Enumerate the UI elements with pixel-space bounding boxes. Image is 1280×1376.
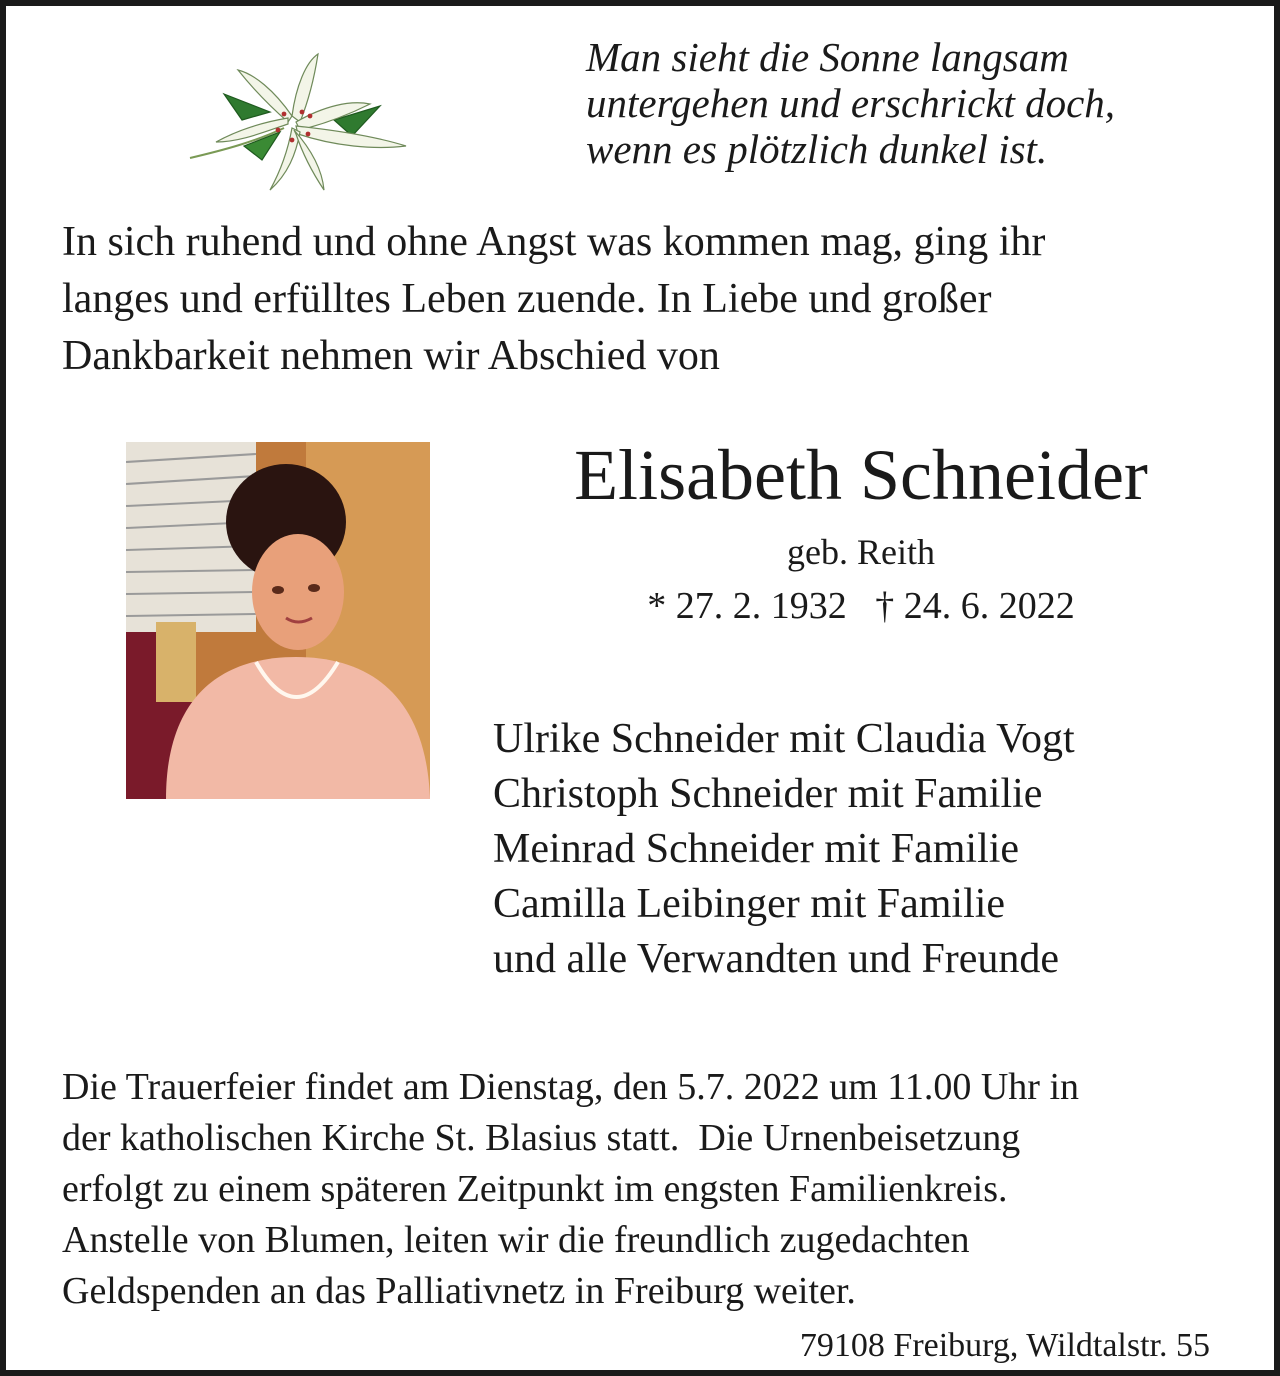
- mourner-entry: und alle Verwandten und Freunde: [493, 936, 1060, 982]
- intro-text: In sich ruhend und ohne Angst was kommen mag, ging ihr langes und erfülltes Leben zuende. In Liebe und großer Dankbarkeit nehmen wir Abschied von: [62, 219, 1046, 379]
- epigraph-quote: Man sieht die Sonne langsam untergehen und erschrickt doch, wenn es plötzlich dunkel ist.: [586, 34, 1116, 172]
- life-dates: * 27. 2. 1932 † 24. 6. 2022: [647, 585, 1075, 627]
- mourner-entry: Ulrike Schneider mit Claudia Vogt: [493, 716, 1075, 762]
- mourner-entry: Christoph Schneider mit Familie: [493, 771, 1043, 817]
- deceased-name: Elisabeth Schneider: [574, 435, 1148, 515]
- portrait-photo: [126, 442, 430, 799]
- mourners-list: [493, 712, 1075, 987]
- family-address: 79108 Freiburg, Wildtalstr. 55: [799, 1327, 1210, 1364]
- lily-icon: [184, 50, 412, 198]
- mourner-entry: Meinrad Schneider mit Familie: [493, 826, 1020, 872]
- mourner-entry: Camilla Leibinger mit Familie: [493, 881, 1006, 927]
- maiden-name: geb. Reith: [787, 532, 935, 572]
- service-details: Die Trauerfeier findet am Dienstag, den 5.7. 2022 um 11.00 Uhr in der katholischen Kirche St. Blasius statt. Die Urnenbeisetzung erfolgt zu einem späteren Zeitpunkt im engsten Familienkreis. Anstelle von Blumen, leiten wir die freundlich zugedachten Geldspenden an das Palliativnetz in Freiburg weiter.: [62, 1066, 1080, 1312]
